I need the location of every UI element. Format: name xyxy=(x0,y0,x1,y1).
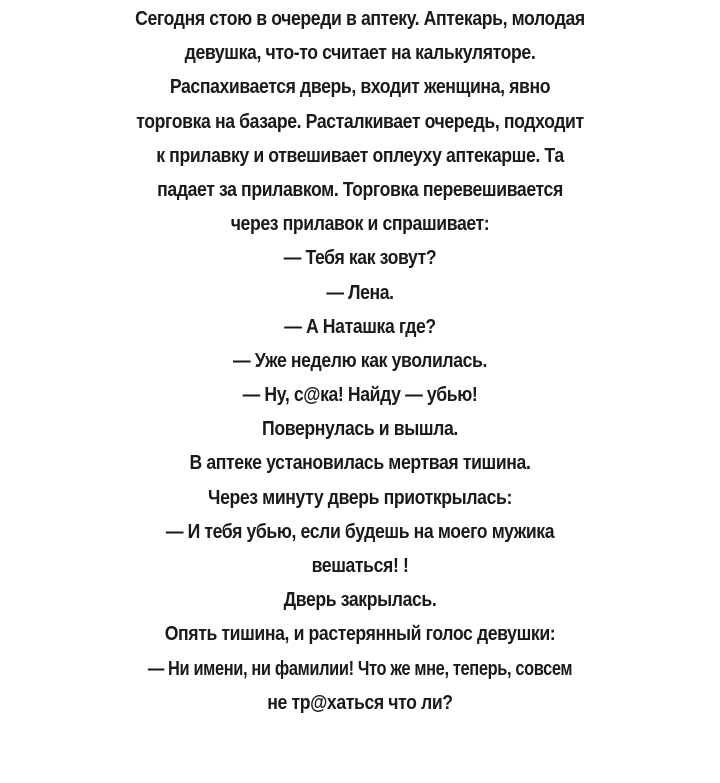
text-line: Опять тишина, и растерянный голос девушки: xyxy=(164,622,556,646)
dialogue-line: вешаться! ! xyxy=(311,554,409,577)
dialogue-line: — Тебя как зовут? xyxy=(283,246,437,270)
text-line: Повернулась и вышла. xyxy=(262,417,458,441)
text-line: падает за прилавком. Торговка перевешивается xyxy=(157,177,563,201)
dialogue-line: — А Наташка где? xyxy=(284,314,436,338)
text-line: Сегодня стою в очереди в аптеку. Аптекарь, молодая xyxy=(135,7,585,30)
text-line: Распахивается дверь, входит женщина, явно xyxy=(169,75,551,99)
story-text xyxy=(0,2,720,720)
text-line: В аптеке установилась мертвая тишина. xyxy=(189,451,531,475)
dialogue-line: — Ну, с@ка! Найду — убью! xyxy=(242,383,478,407)
text-line: девушка, что-то считает на калькуляторе. xyxy=(184,41,536,65)
dialogue-line: не тр@хаться что ли? xyxy=(267,690,453,714)
text-line: к прилавку и отвешивает оплеуху аптекарше. Та xyxy=(156,143,564,167)
dialogue-line: — Ни имени, ни фамилии! Что же мне, теперь, совсем xyxy=(147,656,573,680)
text-line: через прилавок и спрашивает: xyxy=(230,212,490,236)
dialogue-line: — Лена. xyxy=(326,280,394,304)
dialogue-line: — И тебя убью, если будешь на моего мужика xyxy=(165,519,555,543)
dialogue-line: — Уже неделю как уволилась. xyxy=(232,348,488,372)
text-line: Через минуту дверь приоткрылась: xyxy=(208,485,512,509)
text-line: торговка на базаре. Расталкивает очередь, подходит xyxy=(136,109,584,133)
text-line: Дверь закрылась. xyxy=(283,588,437,612)
